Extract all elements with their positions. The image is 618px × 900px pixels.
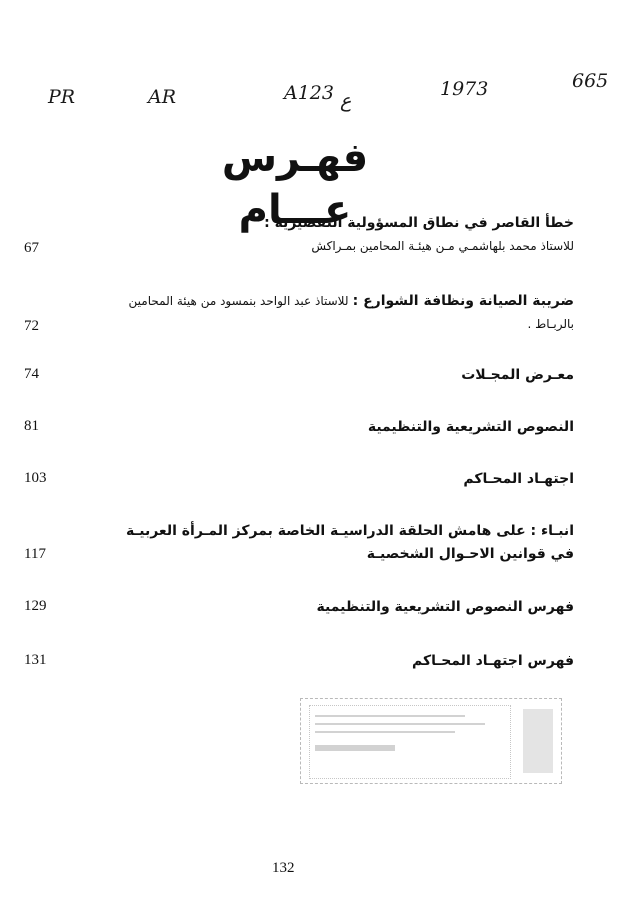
entry-author: للاستاذ عبد الواحد بنمسود من هيئة المحامين bbox=[128, 294, 349, 308]
handwritten-pr: PR bbox=[48, 86, 76, 108]
entry-heading-continued: في قوانين الاحـوال الشخصيـة bbox=[366, 546, 574, 562]
page-number: 67 bbox=[24, 240, 39, 256]
handwritten-ar: AR bbox=[148, 86, 177, 108]
entry-author: للاستاذ محمد بلهاشمـي مـن هيئـة المحامين بمـراكش bbox=[311, 239, 574, 253]
entry-heading: انبـاء : على هامش الحلقة الدراسيـة الخاصة بمركز المـرأة العربيـة bbox=[125, 523, 574, 539]
handwritten-ain: ع bbox=[340, 90, 352, 112]
page-number: 131 bbox=[24, 652, 47, 668]
page-number: 129 bbox=[24, 598, 47, 614]
handwritten-year: 1973 bbox=[440, 78, 489, 100]
page-title: فهـرس عـــام bbox=[221, 135, 369, 233]
entry-heading: خطأ القاصر في نطاق المسؤولية التقصيرية : bbox=[264, 215, 574, 231]
page-number: 81 bbox=[24, 418, 39, 434]
page-folio: 132 bbox=[272, 860, 295, 876]
entry-heading: فهرس اجتهـاد المحـاكم bbox=[412, 653, 574, 669]
handwritten-code: 665 bbox=[572, 70, 609, 92]
page-number: 103 bbox=[24, 470, 47, 486]
page-number: 117 bbox=[24, 546, 46, 562]
library-stamp bbox=[300, 698, 562, 784]
handwritten-a123: A123 bbox=[284, 82, 334, 104]
entry-heading: اجتهـاد المحـاكم bbox=[463, 471, 574, 487]
page-number: 72 bbox=[24, 318, 39, 334]
entry-heading: النصوص التشريعية والتنظيمية bbox=[367, 419, 574, 435]
entry-heading: فهرس النصوص التشريعية والتنظيمية bbox=[316, 599, 574, 615]
entry-author-continued: بالربـاط . bbox=[527, 317, 574, 331]
entry-heading: معـرض المجـلات bbox=[461, 367, 574, 383]
page-number: 74 bbox=[24, 366, 39, 382]
entry-heading: ضريبة الصيانة ونظافة الشوارع : bbox=[352, 293, 574, 309]
